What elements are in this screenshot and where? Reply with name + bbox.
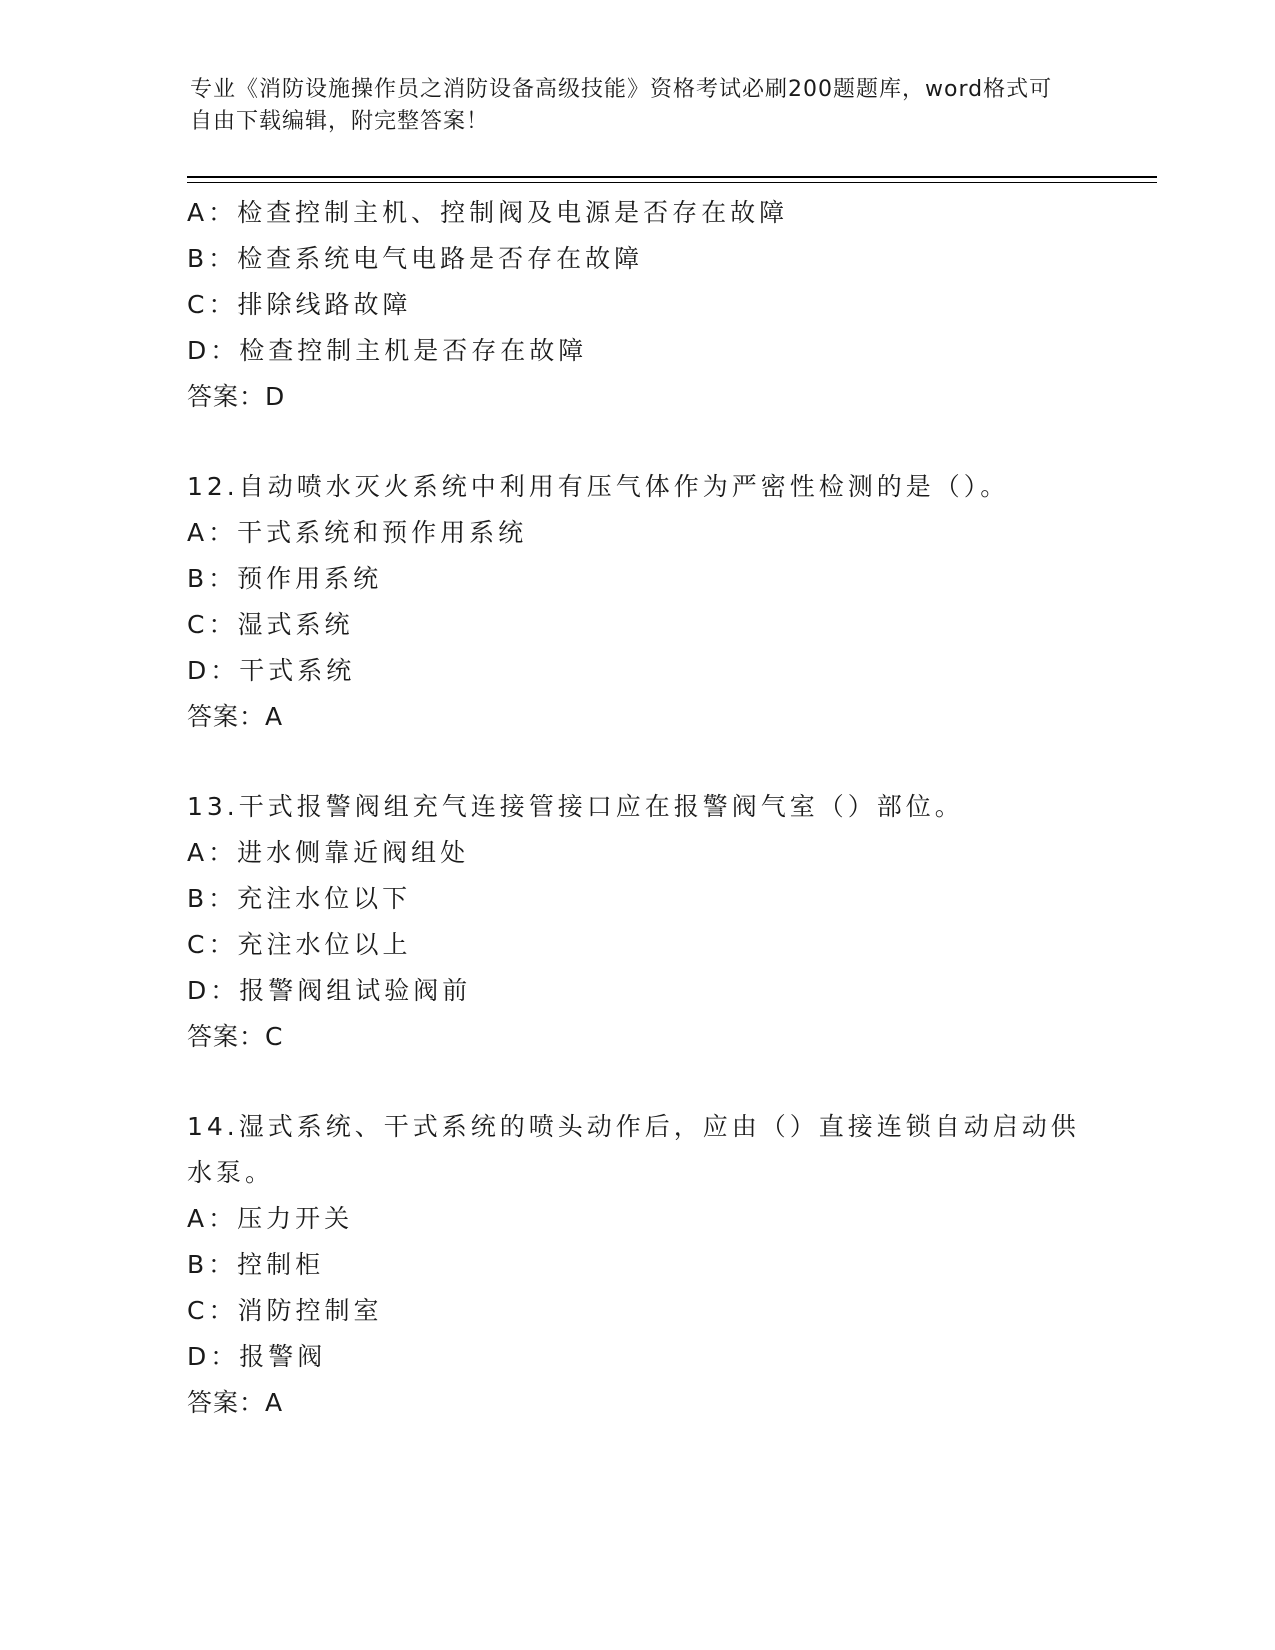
- question-14: [187, 1104, 1087, 1426]
- option-d: D：报警阀: [187, 1342, 327, 1371]
- header-rule-thin: [187, 182, 1157, 183]
- question-stem: 13.干式报警阀组充气连接管接口应在报警阀气室（）部位。: [187, 792, 964, 821]
- option-c: C：充注水位以上: [187, 930, 412, 959]
- option-c: C：排除线路故障: [187, 290, 412, 319]
- spacer: [187, 740, 1087, 784]
- option-b: B：充注水位以下: [187, 884, 412, 913]
- question-11: [187, 190, 1087, 420]
- answer: 答案：A: [187, 702, 284, 731]
- answer: 答案：A: [187, 1388, 284, 1417]
- question-stem: 12.自动喷水灭火系统中利用有压气体作为严密性检测的是（）。: [187, 472, 1010, 501]
- question-stem: 14.湿式系统、干式系统的喷头动作后，应由（）直接连锁自动启动供水泵。: [187, 1112, 1080, 1187]
- option-d: D：干式系统: [187, 656, 356, 685]
- document-header: [190, 74, 1070, 138]
- option-b: B：预作用系统: [187, 564, 383, 593]
- option-b: B：控制柜: [187, 1250, 325, 1279]
- option-a: A：检查控制主机、控制阀及电源是否存在故障: [187, 198, 789, 227]
- spacer: [187, 420, 1087, 464]
- document-title: 专业《消防设施操作员之消防设备高级技能》资格考试必刷200题题库，word格式可自由下载编辑，附完整答案！: [190, 77, 1053, 134]
- spacer: [187, 1060, 1087, 1104]
- option-a: A：压力开关: [187, 1204, 354, 1233]
- option-a: A：干式系统和预作用系统: [187, 518, 528, 547]
- option-c: C：湿式系统: [187, 610, 354, 639]
- option-d: D：报警阀组试验阀前: [187, 976, 472, 1005]
- option-d: D：检查控制主机是否存在故障: [187, 336, 588, 365]
- option-c: C：消防控制室: [187, 1296, 383, 1325]
- header-rule-thick: [187, 176, 1157, 178]
- option-b: B：检查系统电气电路是否存在故障: [187, 244, 644, 273]
- answer: 答案：D: [187, 382, 286, 411]
- question-12: [187, 464, 1087, 740]
- question-list: [187, 190, 1087, 1426]
- option-a: A：进水侧靠近阀组处: [187, 838, 470, 867]
- answer: 答案：C: [187, 1022, 284, 1051]
- question-13: [187, 784, 1087, 1060]
